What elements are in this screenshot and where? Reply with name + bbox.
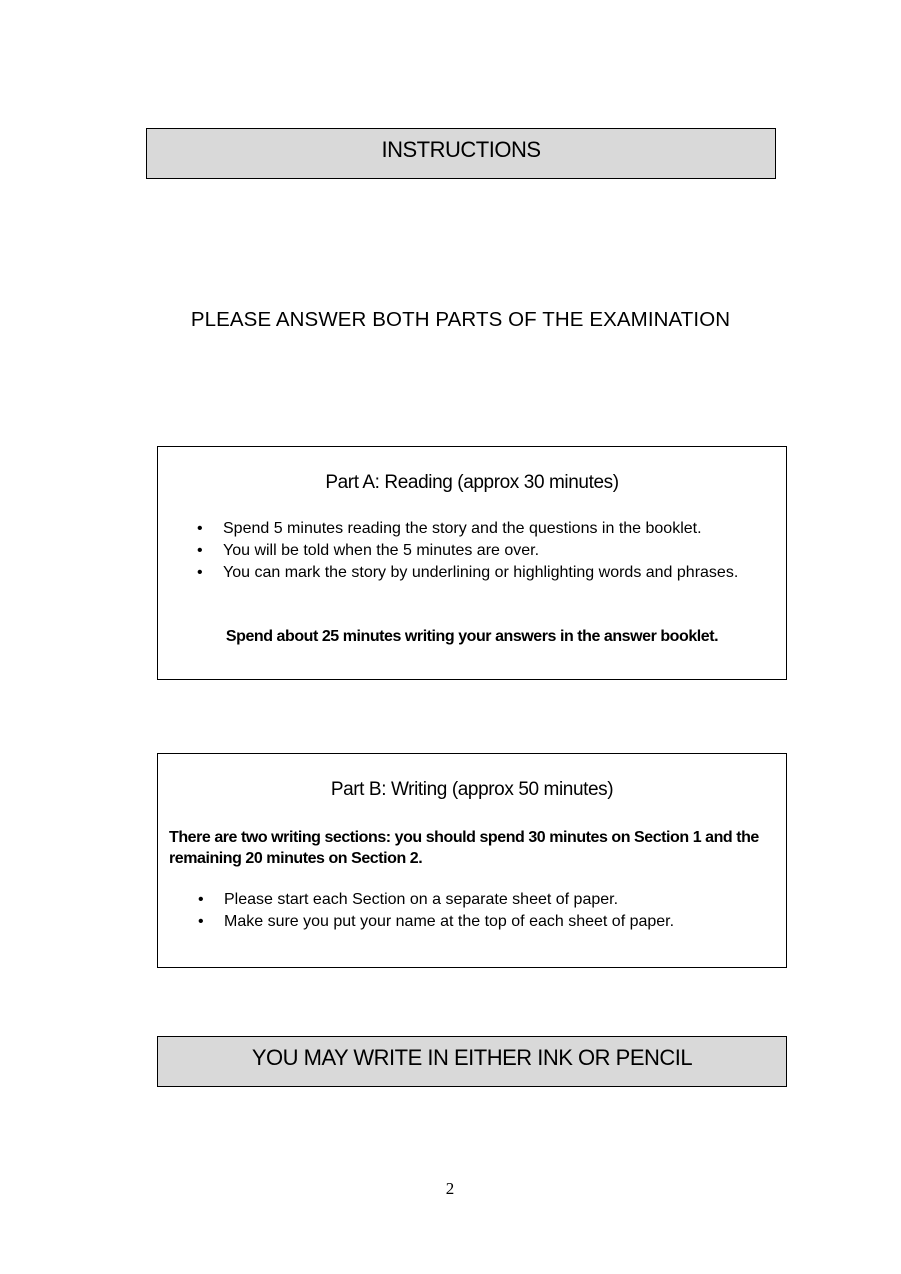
bullet-icon: • (197, 542, 203, 559)
part-a-footer: Spend about 25 minutes writing your answers in the answer booklet. (225, 628, 719, 645)
part-b-title: Part B: Writing (approx 50 minutes) (330, 779, 614, 800)
bullet-icon: • (198, 913, 204, 930)
part-a-title: Part A: Reading (approx 30 minutes) (325, 472, 619, 493)
page-number: 2 (445, 1179, 455, 1198)
list-item: • Make sure you put your name at the top of each sheet of paper. (198, 911, 758, 933)
part-b-intro: There are two writing sections: you should spend 30 minutes on Section 1 and the remaining 20 minutes on Section 2. (169, 829, 759, 867)
bullet-icon: • (198, 891, 204, 908)
part-a-bullet-list (197, 518, 757, 584)
list-item: • You can mark the story by underlining or highlighting words and phrases. (197, 562, 757, 584)
ink-banner-text: YOU MAY WRITE IN EITHER INK OR PENCIL (251, 1045, 693, 1070)
list-item: • Spend 5 minutes reading the story and the questions in the booklet. (197, 518, 757, 540)
list-item: • You will be told when the 5 minutes are over. (197, 540, 757, 562)
part-b-box (157, 753, 787, 968)
ink-banner (157, 1036, 787, 1087)
main-heading: PLEASE ANSWER BOTH PARTS OF THE EXAMINATION (190, 308, 731, 331)
instructions-banner (146, 128, 776, 179)
list-item: • Please start each Section on a separate sheet of paper. (198, 889, 758, 911)
part-a-box (157, 446, 787, 680)
bullet-icon: • (197, 520, 203, 537)
instructions-banner-text: INSTRUCTIONS (381, 137, 541, 162)
bullet-icon: • (197, 564, 203, 581)
part-b-bullet-list (198, 889, 758, 933)
